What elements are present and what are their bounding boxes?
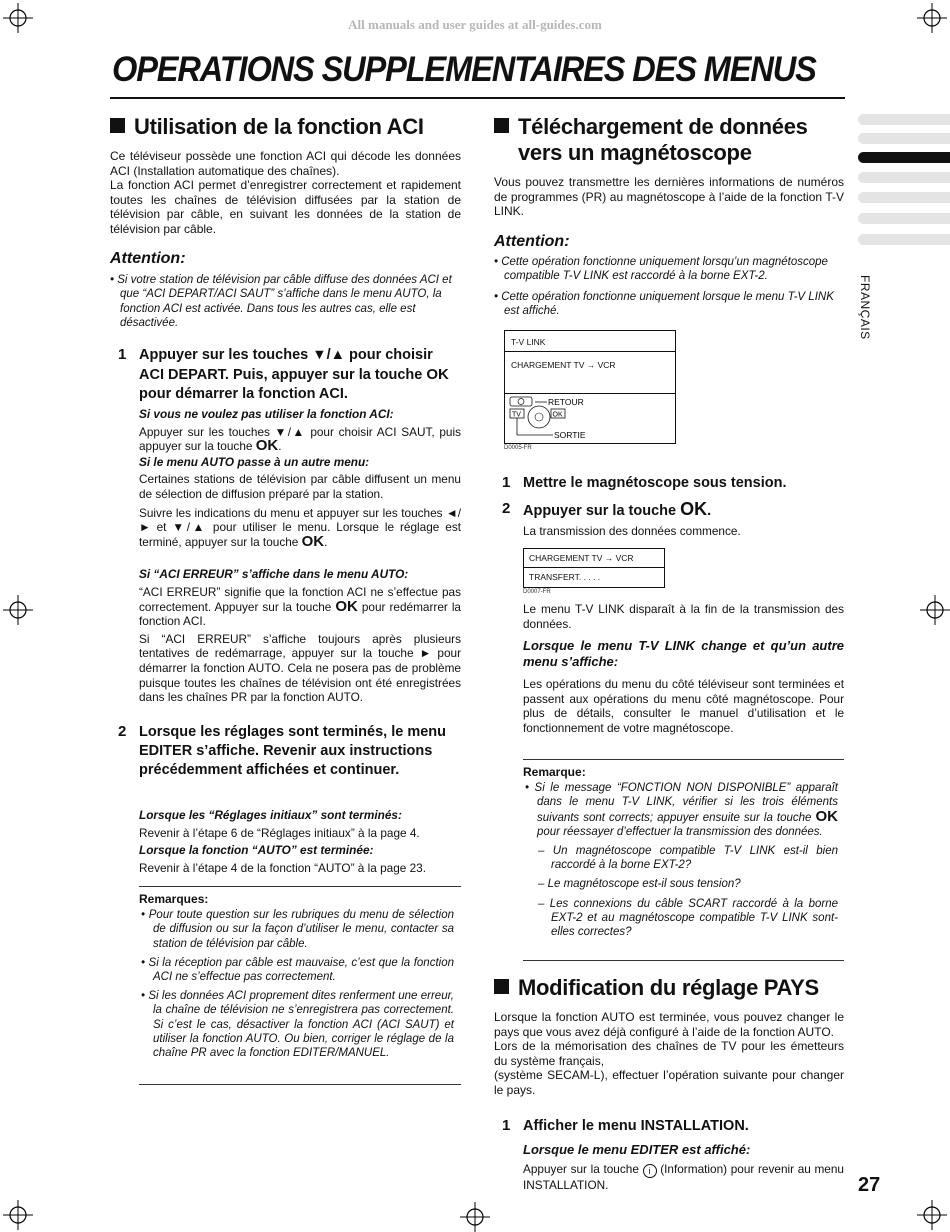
download-step-2-text: Appuyer sur la touche OK.	[523, 499, 712, 519]
pays-heading: Modification du réglage PAYS	[494, 975, 854, 1001]
download-after-details: Le menu T-V LINK disparaît à la fin de la transmission des données. Lorsque le menu T-V LINK change et qu’un autre menu s’affiche: Les opérations du menu du côté téléviseur sont terminées et passent aux opérations du menu côté magnétoscope. Pour plus de détails, consulter le manuel d’utilisation et le fonctionnement de votre magnétoscope.	[523, 602, 844, 735]
watermark: All manuals and user guides at all-guides.com	[348, 17, 602, 32]
download-step-2-number: 2	[502, 500, 511, 517]
divider	[139, 886, 461, 887]
svg-text:SORTIE: SORTIE	[554, 430, 586, 440]
tv-link-menu-illustration	[504, 330, 676, 444]
registration-mark	[460, 1202, 490, 1232]
divider	[523, 960, 844, 961]
arrow-right-icon: →	[586, 360, 596, 370]
section-tab	[858, 172, 950, 183]
divider	[139, 1084, 461, 1085]
pays-intro: Lorsque la fonction AUTO est terminée, vous pouvez changer le pays que vous avez déjà configuré à l’aide de la fonction AUTO. Lors de la mémorisation des chaînes de TV pour les émetteurs du système français, (système SECAM-L), effectuer l’opération suivante pour changer le pays.	[494, 1010, 844, 1097]
section-tab-active	[858, 152, 950, 163]
page-number: 27	[858, 1174, 881, 1196]
page-title: OPERATIONS SUPPLEMENTAIRES DES MENUS	[112, 50, 816, 89]
registration-mark	[920, 595, 950, 625]
section-tab	[858, 213, 950, 224]
download-attention-title: Attention:	[494, 233, 570, 250]
remote-keys-diagram	[505, 394, 673, 440]
pays-step-1-number: 1	[502, 1117, 511, 1134]
registration-mark	[917, 1200, 947, 1230]
pays-step-1-details: Lorsque le menu EDITER est affiché: Appuyer sur la touche i (Information) pour revenir au menu INSTALLATION.	[523, 1142, 844, 1192]
aci-intro: Ce téléviseur possède une fonction ACI qui décode les données ACI (Installation automatique des chaînes). La fonction ACI permet d’enregistrer correctement et rapidement toutes les chaînes de télévision diffusées par la station de télévision par câble, en suivant les données de la station de télévision par câble.	[110, 149, 461, 236]
download-step-1-text: Mettre le magnétoscope sous tension.	[523, 475, 787, 491]
aci-step-1-details: Si vous ne voulez pas utiliser la fonction ACI: Appuyer sur les touches ▼/▲ pour choisir ACI SAUT, puis appuyer sur la touche OK. Si le menu AUTO passe à un autre menu: Certaines stations de télévision par câble diffusent un menu de sélection de diffusion préparé par la station. Suivre les indications du menu et appuyer sur les touches ◄/► et ▼/▲ pour utiliser le menu. Lorsque le réglage est terminé, appuyer sur la touche OK. Si “ACI ERREUR” s’affiche dans le menu AUTO: “ACI ERREUR” signifie que la fonction ACI ne s’effectue pas correctement. Appuyer sur la touche OK pour redémarrer la fonction ACI. Si “ACI ERREUR” s’affiche toujours après plusieurs tentatives de redémarrage, appuyer sur la touche ► pour démarrer la fonction AUTO. Cela ne posera pas de problème puisque toutes les chaînes de télévision ont été enregistrées dans les chaînes PR par la fonction AUTO.	[139, 407, 461, 705]
aci-step-2-text: Lorsque les réglages sont terminés, le menu EDITER s’affiche. Revenir aux instructions précédemment affichées et continuer.	[139, 724, 447, 778]
pays-step-1-text: Afficher le menu INSTALLATION.	[523, 1118, 749, 1134]
figure-code: D0007-FR	[523, 589, 551, 595]
svg-text:TV: TV	[512, 411, 521, 419]
aci-heading: Utilisation de la fonction ACI	[110, 114, 470, 140]
aci-step-1-number: 1	[118, 346, 127, 363]
ok-key-glyph: OK	[426, 366, 449, 383]
section-tab	[858, 133, 950, 144]
arrow-right-icon: →	[604, 553, 614, 563]
svg-text:OK: OK	[552, 411, 563, 419]
aci-attention-item: • Si votre station de télévision par câble diffuse des données ACI et que “ACI DEPART/ACI SAUT” s’affiche dans le menu AUTO, la fonction ACI est activée. Dans tous les autres cas, elle est désactivée.	[110, 274, 452, 329]
download-remark: Remarque: • Si le message “FONCTION NON DISPONIBLE” apparaît dans le menu T-V LINK, vérifier si les trois éléments suivants sont corrects; appuyer ensuite sur la touche OK pour réessayer d’effectuer la transmission des données. – Un magnétoscope compatible T-V LINK est-il bien raccordé à la borne EXT-2? – Le magnétoscope est-il sous tension? – Les connexions du câble SCART raccordé à la borne EXT-2 et au magnétoscope compatible T-V LINK sont-elles correctes?	[523, 765, 838, 939]
registration-mark	[3, 595, 33, 625]
menu-title: T-V LINK	[505, 331, 675, 352]
divider	[523, 759, 844, 760]
figure-code: D0005-FR	[504, 445, 532, 451]
download-step-1-number: 1	[502, 474, 511, 491]
section-tab	[858, 234, 950, 245]
aci-step-2-number: 2	[118, 723, 127, 740]
download-intro: Vous pouvez transmettre les dernières informations de numéros de programmes (PR) au magnétoscope à l’aide de la fonction T-V LINK.	[494, 175, 844, 219]
aci-remarks: Remarques: • Pour toute question sur les rubriques du menu de sélection de diffusion ou sur la façon d’utiliser le menu, contacter sa station de télévision par câble. • Si la réception par câble est mauvaise, c’est que la fonction ACI ne s’effectue pas correctement. • Si les données ACI proprement dites renferment une erreur, la chaîne de télévision ne s’enregistrera pas correctement. Si c’est le cas, désactiver la fonction ACI (ACI SAUT) et utiliser la fonction AUTO. Ou bien, corriger le réglage de la chaîne PR avec la fonction EDITER/MANUEL.	[139, 892, 454, 1060]
svg-text:RETOUR: RETOUR	[548, 397, 584, 407]
aci-step-2-details: Lorsque les “Réglages initiaux” sont terminés: Revenir à l’étape 6 de “Réglages initiaux” à la page 4. Lorsque la fonction “AUTO” est terminée: Revenir à l’étape 4 de la fonction “AUTO” à la page 23.	[139, 808, 427, 875]
section-tab	[858, 114, 950, 125]
aci-attention-title: Attention:	[110, 250, 186, 267]
info-icon: i	[643, 1164, 657, 1178]
section-tab	[858, 192, 950, 203]
registration-mark	[3, 1200, 33, 1230]
download-attention-items: • Cette opération fonctionne uniquement lorsqu’un magnétoscope compatible T-V LINK est raccordé à la borne EXT-2. • Cette opération fonctionne uniquement lorsque le menu T-V LINK est affiché.	[494, 256, 834, 317]
download-step-2-note: La transmission des données commence.	[523, 524, 741, 538]
menu-row: CHARGEMENT TV → VCR	[505, 352, 675, 394]
language-tab: FRANÇAIS	[858, 275, 872, 340]
menu-row: CHARGEMENT TV → VCR	[524, 549, 664, 568]
transfer-menu-illustration	[523, 548, 665, 588]
menu-row: TRANSFERT. . . . .	[529, 572, 601, 582]
dpad-icon	[528, 406, 550, 428]
download-heading: Téléchargement de données vers un magnétoscope	[494, 114, 854, 166]
aci-step-1-text: Appuyer sur les touches ▼/▲ pour choisir ACI DEPART. Puis, appuyer sur la touche OK pour démarrer la fonction ACI.	[139, 347, 449, 402]
title-divider	[110, 97, 845, 99]
